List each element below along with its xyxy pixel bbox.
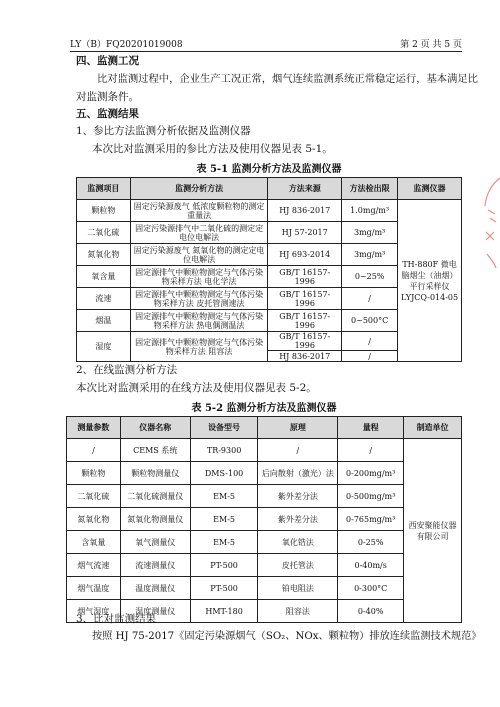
cell-name: 湿度测量仪 — [120, 600, 190, 623]
table-row — [67, 577, 462, 600]
cell-source: GB/T 16157-1996 — [268, 266, 342, 288]
cell-source: GB/T 16157-1996 — [268, 310, 342, 332]
cell-model: PT-500 — [190, 554, 258, 577]
cell-name: 氮氧化物测量仪 — [120, 508, 190, 531]
subsection-3-title: 3、比对监测结果 — [76, 613, 157, 625]
cell-range: 0-40m/s — [338, 554, 404, 577]
cell-item: 氧含量 — [77, 266, 131, 288]
seal-stamp-fragment — [472, 170, 500, 280]
cell-range: 0-300°C — [338, 577, 404, 600]
t2-header-param: 测量参数 — [67, 417, 121, 439]
cell-model: DMS-100 — [190, 462, 258, 485]
cell-principle: 铂电阻法 — [258, 577, 338, 600]
cell-range: 0-200mg/m³ — [338, 462, 404, 485]
cell-model: EM-5 — [190, 485, 258, 508]
cell-range: / — [338, 439, 404, 462]
cell-principle: 氧化锆法 — [258, 531, 338, 554]
cell-limit: 3mg/m³ — [342, 244, 398, 266]
cell-instrument: TH-880F 微电脑烟尘（油烟）平行采样仪 LYJCQ-014-05 — [398, 200, 462, 362]
cell-source: HJ 836-2017 — [268, 200, 342, 222]
cell-item: 颗粒物 — [77, 200, 131, 222]
table-row — [67, 439, 462, 462]
table-1 — [76, 177, 462, 362]
t2-header-model: 设备型号 — [190, 417, 258, 439]
cell-limit: 0~25% — [342, 266, 398, 288]
cell-model: HMT-180 — [190, 600, 258, 623]
cell-model: EM-5 — [190, 531, 258, 554]
table-row — [67, 531, 462, 554]
table-row — [67, 508, 462, 531]
table-2-caption: 表 5-2 监测分析方法及监测仪器 — [191, 403, 337, 414]
paragraph-3: 按照 HJ 75-2017《固定污染源烟气（SO₂、NOx、颗粒物）排放连续监测技术规范》 — [92, 631, 482, 642]
t2-header-name: 仪器名称 — [120, 417, 190, 439]
t1-header-source: 方法来源 — [268, 178, 342, 200]
cell-method: 固定源排气中颗粒物测定与气体污染物采样方法 皮托管测速法 — [130, 288, 268, 310]
cell-method: 固定源排气中颗粒物测定与气体污染物采样方法 阻容法 — [130, 332, 268, 362]
cell-param: 烟气湿度 — [67, 600, 121, 623]
paragraph-2: 本次比对监测采用的在线方法及使用仪器见表 5-2。 — [76, 382, 317, 394]
cell-item: 烟温 — [77, 310, 131, 332]
t1-header-method: 监测分析方法 — [130, 178, 268, 200]
cell-maker: 西安聚能仪器有限公司 — [404, 439, 462, 623]
cell-item: 湿度 — [77, 332, 131, 362]
t2-header-range: 量程 — [338, 417, 404, 439]
cell-principle: 紫外差分法 — [258, 485, 338, 508]
cell-range: 0-40% — [338, 600, 404, 623]
cell-range: 0-25% — [338, 531, 404, 554]
t2-header-maker: 制造单位 — [404, 417, 462, 439]
cell-item: 氮氧化物 — [77, 244, 131, 266]
cell-source: GB/T 16157-1996 — [268, 332, 342, 351]
cell-method: 固定污染源废气 氮氧化物的测定定电位电解法 — [130, 244, 268, 266]
t1-header-instrument: 监测仪器 — [398, 178, 462, 200]
t1-header-item: 监测项目 — [77, 178, 131, 200]
cell-method: 固定污染源废气 低浓度颗粒物的测定 重量法 — [130, 200, 268, 222]
cell-model: EM-5 — [190, 508, 258, 531]
cell-name: 温度测量仪 — [120, 577, 190, 600]
section-4-line2: 对监测条件。 — [76, 91, 139, 103]
section-4-line1: 比对监测过程中，企业生产工况正常，烟气连续监测系统正常稳定运行，基本满足比 — [97, 73, 478, 85]
table-2 — [66, 416, 462, 623]
cell-method: 固定源排气中颗粒物测定与气体污染物采样方法 热电偶测温法 — [130, 310, 268, 332]
cell-principle: 阻容法 — [258, 600, 338, 623]
subsection-2-title: 2、在线监测分析方法 — [76, 364, 178, 376]
t1-header-limit: 方法检出限 — [342, 178, 398, 200]
cell-param: 烟气温度 — [67, 577, 121, 600]
cell-limit: 0~500°C — [342, 310, 398, 332]
section-4-title: 四、监测工况 — [76, 55, 139, 67]
table-row — [67, 485, 462, 508]
cell-method: 固定污染源排气中二氧化硫的测定定电位电解法 — [130, 222, 268, 244]
cell-source: HJ 693-2014 — [268, 244, 342, 266]
cell-limit: 3mg/m³ — [342, 222, 398, 244]
cell-limit: / — [342, 288, 398, 310]
cell-principle: / — [258, 439, 338, 462]
cell-source: HJ 57-2017 — [268, 222, 342, 244]
table-row — [77, 200, 462, 222]
cell-name: 二氧化硫测量仪 — [120, 485, 190, 508]
cell-range: 0-765mg/m³ — [338, 508, 404, 531]
cell-model: TR-9300 — [190, 439, 258, 462]
cell-param: 氮氧化物 — [67, 508, 121, 531]
table-1-caption: 表 5-1 监测分析方法及监测仪器 — [196, 164, 342, 175]
section-5-title: 五、监测结果 — [76, 108, 139, 120]
page-number: 第 2 页 共 5 页 — [400, 40, 462, 50]
cell-principle: 紫外差分法 — [258, 508, 338, 531]
cell-name: 流速测量仪 — [120, 554, 190, 577]
cell-limit: / — [342, 332, 398, 351]
cell-param: / — [67, 439, 121, 462]
cell-name: 氧气测量仪 — [120, 531, 190, 554]
cell-limit: 1.0mg/m³ — [342, 200, 398, 222]
page-header — [70, 36, 462, 52]
table-row — [67, 462, 462, 485]
cell-limit: / — [342, 351, 398, 362]
cell-param: 含氧量 — [67, 531, 121, 554]
cell-principle: 皮托管法 — [258, 554, 338, 577]
cell-param: 颗粒物 — [67, 462, 121, 485]
cell-model: PT-500 — [190, 577, 258, 600]
cell-range: 0-500mg/m³ — [338, 485, 404, 508]
cell-principle: 后向散射（激光）法 — [258, 462, 338, 485]
cell-name: 颗粒物测量仪 — [120, 462, 190, 485]
cell-param: 烟气流速 — [67, 554, 121, 577]
cell-source: HJ 836-2017 — [268, 351, 342, 362]
cell-param: 二氧化硫 — [67, 485, 121, 508]
cell-method: 固定源排气中颗粒物测定与气体污染物采样方法 电化学法 — [130, 266, 268, 288]
cell-source: GB/T 16157-1996 — [268, 288, 342, 310]
cell-name: CEMS 系统 — [120, 439, 190, 462]
paragraph-1: 本次比对监测采用的参比方法及使用仪器见表 5-1。 — [92, 143, 333, 155]
subsection-1-title: 1、参比方法监测分析依据及监测仪器 — [76, 125, 251, 137]
t2-header-principle: 原理 — [258, 417, 338, 439]
cell-item: 二氧化硫 — [77, 222, 131, 244]
cell-item: 流速 — [77, 288, 131, 310]
table-row — [67, 554, 462, 577]
document-number: LY（B）FQ20201019008 — [70, 40, 183, 50]
